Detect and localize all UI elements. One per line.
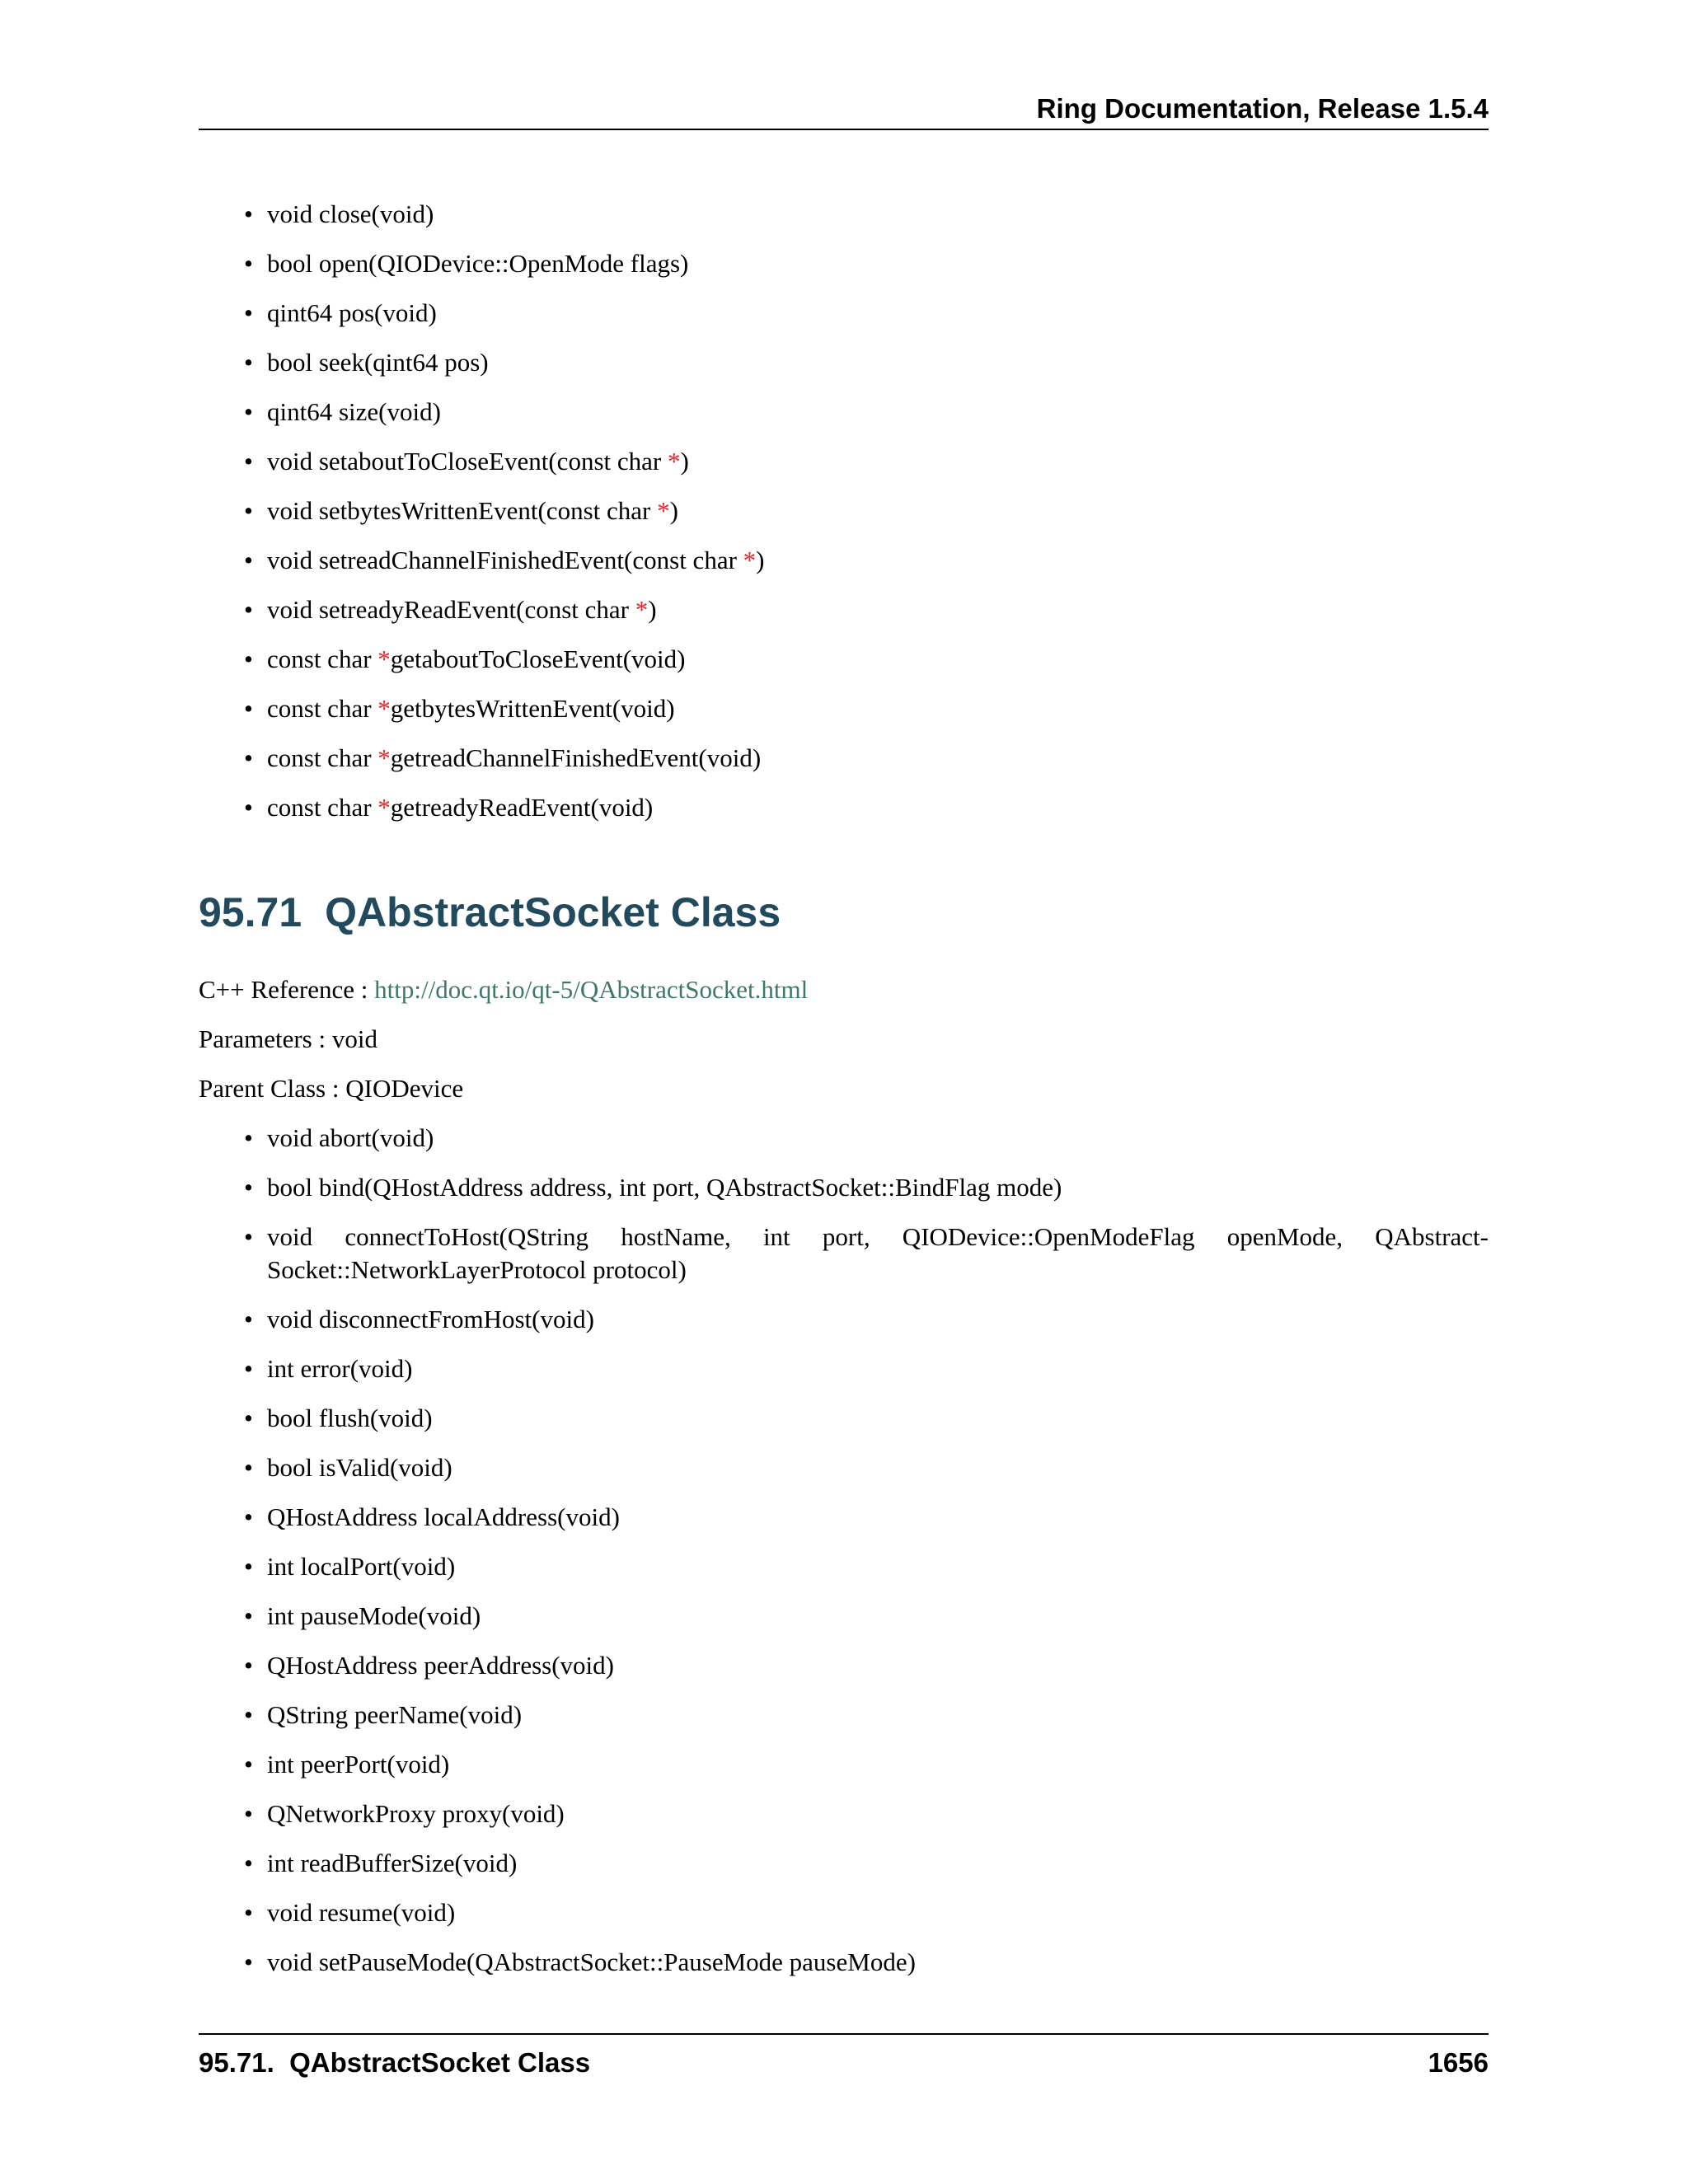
list-item-text: [267, 396, 1489, 429]
parameters-line: Parameters : void: [199, 1024, 377, 1053]
list-item: [199, 791, 1489, 824]
method-list-qabstractsocket: [199, 1122, 1489, 1995]
list-item-text-main: void close(void): [267, 199, 434, 228]
list-item: [199, 593, 1489, 626]
header-title: Ring Documentation, Release 1.5.4: [1036, 93, 1489, 124]
list-item-text-main: QNetworkProxy proxy(void): [267, 1799, 565, 1828]
list-item: [199, 494, 1489, 527]
list-item: [199, 346, 1489, 379]
list-item-text-main: void setPauseMode(QAbstractSocket::PauseMode pauseMode): [267, 1947, 916, 1976]
list-item: [199, 1550, 1489, 1583]
list-item-text-main: void connectToHost(QString hostName, int port, QIODevice::OpenModeFlag openMode, QAbstract-Socket::NetworkLayerProtocol protocol): [267, 1222, 1489, 1284]
bullet-icon: •: [244, 1552, 253, 1581]
list-item-text: [267, 247, 1489, 280]
list-item-text-main: int readBufferSize(void): [267, 1849, 518, 1877]
page-footer: [199, 2033, 1489, 2081]
bullet-icon: •: [244, 546, 253, 574]
cpp-reference: [199, 973, 808, 1006]
pointer-asterisk: *: [657, 496, 670, 525]
bullet-icon: •: [244, 1453, 253, 1482]
list-item-text-main: const char: [267, 743, 378, 772]
list-item-text-main: const char: [267, 793, 378, 822]
list-item: [199, 1171, 1489, 1204]
list-item-text-main: int peerPort(void): [267, 1750, 450, 1779]
list-item: [199, 1402, 1489, 1435]
list-item: [199, 1896, 1489, 1929]
list-item: [199, 1221, 1489, 1286]
pointer-asterisk: *: [377, 793, 391, 822]
section-title: QAbstractSocket Class: [325, 889, 781, 935]
list-item-text-rest: getbytesWrittenEvent(void): [390, 694, 675, 723]
bullet-icon: •: [244, 1502, 253, 1531]
list-item-text: [267, 1649, 1489, 1682]
list-item: [199, 643, 1489, 676]
bullet-icon: •: [244, 694, 253, 723]
list-item-text-main: bool bind(QHostAddress address, int port, QAbstractSocket::BindFlag mode): [267, 1173, 1062, 1202]
pointer-asterisk: *: [667, 447, 681, 476]
list-item-text: [267, 445, 1489, 478]
bullet-icon: •: [244, 496, 253, 525]
list-item: [199, 1600, 1489, 1633]
pointer-asterisk: *: [377, 743, 391, 772]
list-item-text-main: qint64 pos(void): [267, 298, 437, 327]
cpp-reference-link[interactable]: http://doc.qt.io/qt-5/QAbstractSocket.html: [374, 975, 809, 1004]
section-heading: [199, 888, 781, 937]
list-item: [199, 1699, 1489, 1732]
list-item-text: [267, 1699, 1489, 1732]
list-item-text: [267, 593, 1489, 626]
bullet-icon: •: [244, 1601, 253, 1630]
list-item-text-rest: ): [669, 496, 678, 525]
bullet-icon: •: [244, 1354, 253, 1383]
list-item-text-main: void setreadChannelFinishedEvent(const char: [267, 546, 743, 574]
list-item-text-rest: ): [680, 447, 689, 476]
list-item-text: [267, 198, 1489, 231]
list-item-text-main: void resume(void): [267, 1898, 456, 1927]
list-item: [199, 1122, 1489, 1155]
list-item: [199, 1303, 1489, 1336]
list-item-text: [267, 791, 1489, 824]
bullet-icon: •: [244, 793, 253, 822]
list-item-text-rest: getreadChannelFinishedEvent(void): [390, 743, 762, 772]
bullet-icon: •: [244, 1700, 253, 1729]
bullet-icon: •: [244, 447, 253, 476]
list-item-text-main: bool flush(void): [267, 1404, 433, 1432]
list-item-text-main: bool isValid(void): [267, 1453, 452, 1482]
list-item-text: [267, 742, 1489, 775]
bullet-icon: •: [244, 199, 253, 228]
method-list-qiodevice: [199, 198, 1489, 841]
list-item-text-main: void setbytesWrittenEvent(const char: [267, 496, 658, 525]
list-item-text: [267, 1303, 1489, 1336]
bullet-icon: •: [244, 1173, 253, 1202]
bullet-icon: •: [244, 1947, 253, 1976]
bullet-icon: •: [244, 249, 253, 278]
bullet-icon: •: [244, 1222, 253, 1251]
list-item: [199, 1847, 1489, 1880]
list-item-text-main: int pauseMode(void): [267, 1601, 481, 1630]
bullet-icon: •: [244, 595, 253, 624]
bullet-icon: •: [244, 1305, 253, 1333]
bullet-icon: •: [244, 397, 253, 426]
pointer-asterisk: *: [377, 694, 391, 723]
bullet-icon: •: [244, 743, 253, 772]
list-item-text-main: int localPort(void): [267, 1552, 456, 1581]
list-item-text-main: const char: [267, 644, 378, 673]
list-item-text-main: bool open(QIODevice::OpenMode flags): [267, 249, 689, 278]
list-item-text: [267, 643, 1489, 676]
list-item-text-rest: ): [648, 595, 657, 624]
list-item: [199, 198, 1489, 231]
bullet-icon: •: [244, 1799, 253, 1828]
list-item-text-main: void setaboutToCloseEvent(const char: [267, 447, 668, 476]
list-item-text: [267, 1600, 1489, 1633]
bullet-icon: •: [244, 1404, 253, 1432]
bullet-icon: •: [244, 348, 253, 377]
list-item-text: [267, 1847, 1489, 1880]
list-item: [199, 1797, 1489, 1830]
list-item-text-main: int error(void): [267, 1354, 413, 1383]
list-item: [199, 692, 1489, 725]
list-item-text: [267, 1946, 1489, 1979]
footer-section: 95.71. QAbstractSocket Class: [199, 2047, 591, 2078]
list-item-text-rest: getreadyReadEvent(void): [390, 793, 654, 822]
list-item-text: [267, 1550, 1489, 1583]
bullet-icon: •: [244, 1849, 253, 1877]
list-item: [199, 544, 1489, 577]
bullet-icon: •: [244, 1651, 253, 1680]
section-number: 95.71: [199, 889, 302, 935]
list-item-text: [267, 1896, 1489, 1929]
list-item: [199, 1352, 1489, 1385]
list-item-text: [267, 1221, 1489, 1286]
list-item: [199, 247, 1489, 280]
pointer-asterisk: *: [377, 644, 391, 673]
list-item-text: [267, 1171, 1489, 1204]
list-item: [199, 396, 1489, 429]
list-item-text: [267, 1122, 1489, 1155]
list-item: [199, 1451, 1489, 1484]
list-item: [199, 445, 1489, 478]
parent-class-line: Parent Class : QIODevice: [199, 1074, 464, 1103]
list-item-text: [267, 1352, 1489, 1385]
list-item-text-main: QHostAddress peerAddress(void): [267, 1651, 614, 1680]
list-item-text-main: const char: [267, 694, 378, 723]
list-item: [199, 1501, 1489, 1534]
list-item-text: [267, 1797, 1489, 1830]
list-item-text-rest: ): [756, 546, 765, 574]
list-item-text: [267, 1451, 1489, 1484]
list-item-text-main: bool seek(qint64 pos): [267, 348, 489, 377]
list-item-text-main: void abort(void): [267, 1123, 434, 1152]
list-item: [199, 1946, 1489, 1979]
list-item-text: [267, 692, 1489, 725]
page-header: [199, 92, 1489, 130]
list-item: [199, 297, 1489, 330]
bullet-icon: •: [244, 1750, 253, 1779]
list-item-text-rest: getaboutToCloseEvent(void): [390, 644, 686, 673]
cpp-reference-label: C++ Reference :: [199, 975, 375, 1004]
list-item-text: [267, 297, 1489, 330]
list-item-text: [267, 494, 1489, 527]
page-number: 1656: [1428, 2047, 1489, 2078]
bullet-icon: •: [244, 1123, 253, 1152]
list-item-text-main: void disconnectFromHost(void): [267, 1305, 594, 1333]
pointer-asterisk: *: [743, 546, 757, 574]
list-item: [199, 1649, 1489, 1682]
pointer-asterisk: *: [635, 595, 649, 624]
list-item-text: [267, 1501, 1489, 1534]
list-item-text-main: qint64 size(void): [267, 397, 441, 426]
bullet-icon: •: [244, 644, 253, 673]
list-item-text-main: void setreadyReadEvent(const char: [267, 595, 635, 624]
bullet-icon: •: [244, 298, 253, 327]
list-item-text-main: QHostAddress localAddress(void): [267, 1502, 620, 1531]
list-item-text: [267, 1748, 1489, 1781]
list-item: [199, 1748, 1489, 1781]
list-item-text: [267, 544, 1489, 577]
list-item-text: [267, 1402, 1489, 1435]
list-item: [199, 742, 1489, 775]
list-item-text: [267, 346, 1489, 379]
bullet-icon: •: [244, 1898, 253, 1927]
list-item-text-main: QString peerName(void): [267, 1700, 523, 1729]
